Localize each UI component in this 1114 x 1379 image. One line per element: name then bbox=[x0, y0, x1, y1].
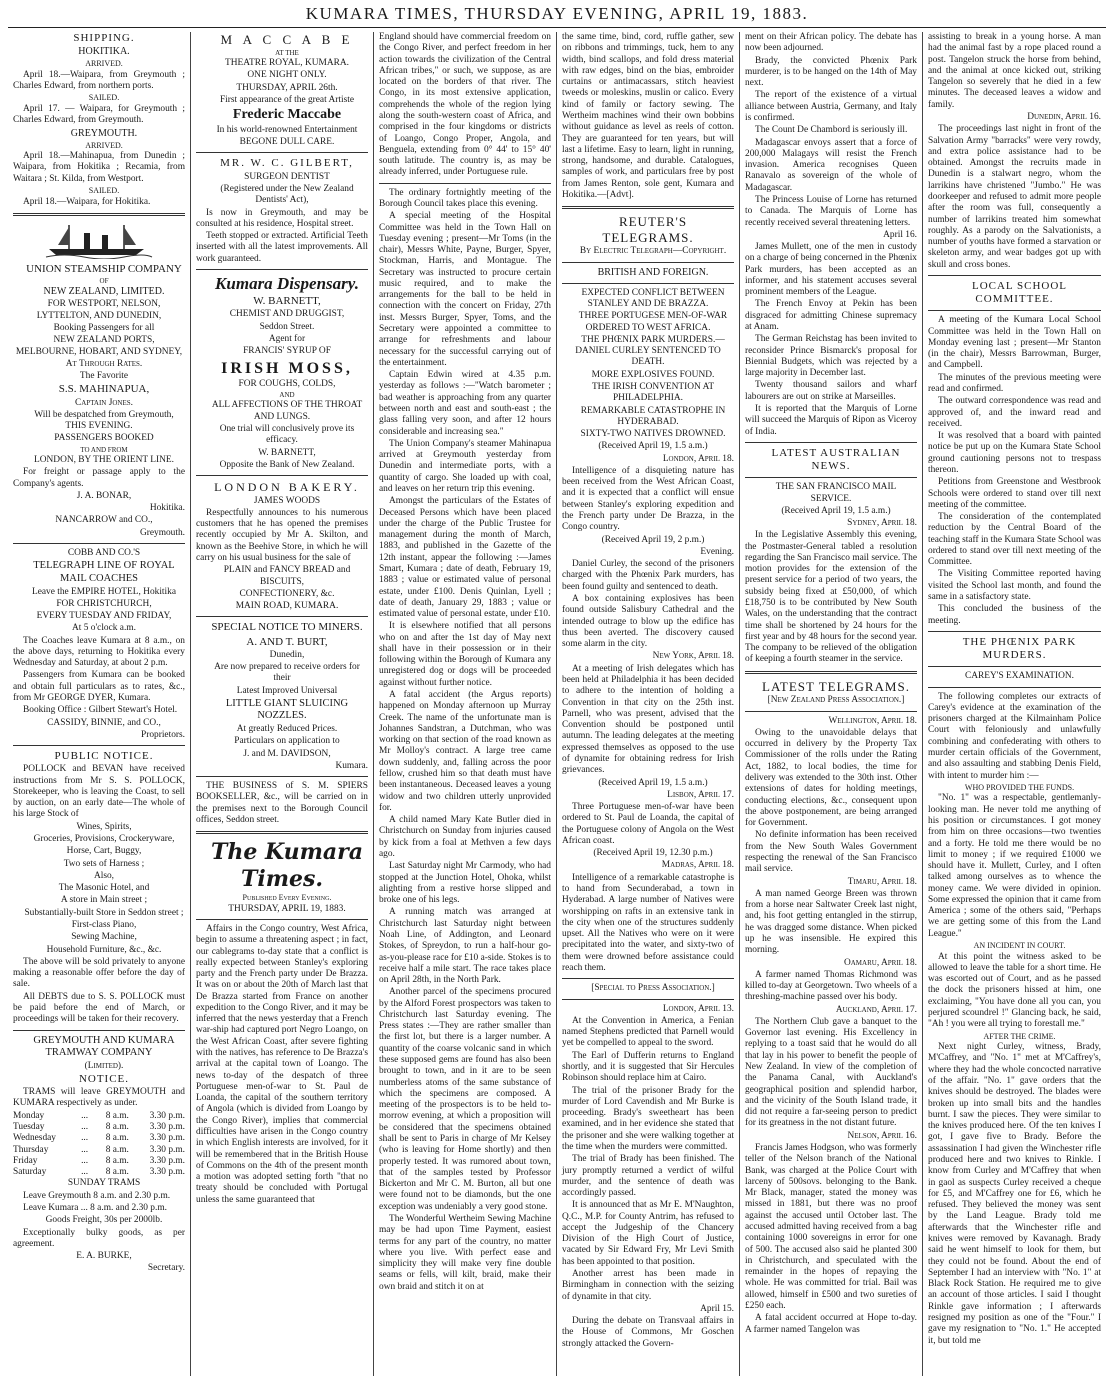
divider bbox=[196, 616, 368, 617]
divider bbox=[196, 475, 368, 476]
dateline: Sydney, April 18. bbox=[847, 518, 917, 529]
hokitika-sailings: April 17. — Waipara, for Greymouth ; Charles Edward, from Greymouth. bbox=[13, 103, 185, 126]
received: (Received April 19, 1.5 a.m.) bbox=[781, 505, 891, 516]
nz-press: [New Zealand Press Association.] bbox=[767, 695, 905, 706]
bakery-text: Respectfully announces to his numerous customers that he has opened the premises recently occupied by Mr A. Skilton, and known as the Beehive Store, in which he will carry on his usual business for the sale of bbox=[196, 507, 368, 563]
usc-routes: FOR WESTPORT, NELSON, LYTTELTON, AND DUNEDIN, bbox=[36, 299, 162, 321]
sunday-greymouth: Leave Greymouth 8 a.m. and 2.30 p.m. bbox=[23, 1190, 171, 1201]
cobb-leave: Leave the EMPIRE HOTEL, Hokitika bbox=[32, 586, 176, 597]
cobb-coaches: The Coaches leave Kumara at 8 a.m., on the above days, returning to Hokitika every Wednesday and Saturday, at about 2 p.m. bbox=[13, 635, 185, 669]
show-date: THURSDAY, APRIL 26th. bbox=[236, 82, 338, 93]
columns bbox=[8, 32, 1106, 1376]
arrived-label-2: ARRIVED. bbox=[85, 140, 123, 150]
greymouth-arrivals: April 18.—Mahinapua, from Dunedin ; Waipara, from Hokitika ; Recamia, from Waitara ; St. Kilda, from Westport. bbox=[13, 151, 185, 184]
divider bbox=[562, 262, 734, 263]
timetable-row bbox=[13, 1145, 185, 1156]
news-item: Last Saturday night Mr Carmody, who had stopped at the Junction Hotel, Ohoka, whilst alighting from a restive horse slipped and broke one of his legs. bbox=[379, 861, 551, 906]
dateline: Evening. bbox=[700, 546, 734, 557]
usc-agent1-town: Hokitika. bbox=[149, 503, 185, 514]
published: Published Every Evening. bbox=[242, 893, 332, 903]
timetable-cell: 8 a.m. bbox=[105, 1167, 129, 1178]
telegram: Intelligence of a disquieting nature has been received from the West African Coast, and it is expected that a conflict will ensue between Stanley's exploring expedition and the French party under De Brazza, in the Congo country. bbox=[562, 465, 734, 533]
usc-agent2: NANCARROW and CO., bbox=[55, 515, 153, 526]
usc-freight: For freight or passage apply to the Company's agents. bbox=[13, 467, 185, 489]
timetable-cell: Saturday bbox=[13, 1167, 47, 1178]
secretary-title: Secretary. bbox=[147, 1263, 185, 1274]
timetable-row bbox=[13, 1122, 185, 1133]
telegram-continued: ment on their African policy. The debate has now been adjourned. bbox=[745, 32, 917, 54]
dentist-name: MR. W. C. GILBERT, bbox=[220, 157, 354, 170]
editorial-text: Affairs in the Congo country, West Africa, begin to assume a threatening aspect ; in fact, our cablegrams to-day state that a conflict is really expected between Stanley's exploring party and the French party under De Brazza. It was on or about the 20th of March last that De Brazza started from France on another expedition to the Congo River, and it may be inferred that the news yesterday that a French war-ship had captured port Negro Loango, on the West African Coast, after severe fighting with the natives, has reference to De Brazza's arrival at the capital town of Loango. The news to-day of the despatch of three Portuguese men-of-war to St. Paul de Loanda, the capital of the southern territory of Angola (which is divided from Loango by the Congo River), implies that commercial difficulties have arisen in the Congo country in which English interests are involved, for it will be remembered that in the British House of Commons on the 4th of the present month a motion was adopted setting forth "that no treaty should be concluded with Portugal unless the same guaranteed that bbox=[196, 923, 368, 1205]
telegram: It is reported that the Marquis of Lorne will succeed the Marquis of Ripon as Viceroy of India. bbox=[745, 404, 917, 437]
divider bbox=[745, 671, 917, 674]
cobb-time: At 5 o'clock a.m. bbox=[72, 623, 136, 634]
cobb-passengers: Passengers from Kumara can be booked and obtain full particulars as to rates, &c., from Mr GEORGE DYER, Kumara. bbox=[13, 670, 185, 704]
usc-title: UNION STEAMSHIP COMPANY bbox=[26, 262, 182, 275]
burt-orders: Are now prepared to receive orders for their bbox=[214, 662, 360, 684]
news-item: Captain Edwin wired at 4.35 p.m. yesterday as follows :—"Watch barometer ; bad weather is approaching from any quarter between north and east and south-east ; the glass falling very soon, and after 12 hours considerable and increasing sea." bbox=[379, 370, 551, 437]
usc-captain: Captain Jones. bbox=[75, 397, 133, 408]
news-item: Another parcel of the specimens procured by the Alford Forest prospectors was taken to Christchurch last Saturday evening. The Press states :—They are rather smaller than the first lot, but there is a larger number. A quantity of the coarse volcanic sand in which these supposed gems are found has also been brought to town, and in it are to be seen numberless atoms of the same substance of which the specimens are composed. A meeting of the prospectors is to be held to-morrow evening, at which a proposition will be considered that the specimens obtained shall be sent to Paris in charge of Mr Kelsey (who is leaving for Home shortly) and then properly tested. It was rumored about town, that of the samples tested by Professor Bickerton and Mr C. M. Burton, all but one were found not to be diamonds, but the one exception was undeniably a very good stone. bbox=[379, 987, 551, 1212]
cobb-title: COBB AND CO.'S bbox=[67, 548, 141, 559]
telegram: James Mullett, one of the men in custody on a charge of being concerned in the Phœnix Park murders, has been accepted as an informer, and his statement accuses several prominent members of the League. bbox=[745, 242, 917, 298]
british-foreign: BRITISH AND FOREIGN. bbox=[597, 266, 709, 278]
usc-of: OF bbox=[99, 277, 109, 285]
timetable-cell: 8 a.m. bbox=[105, 1133, 129, 1144]
timetable-row bbox=[13, 1133, 185, 1144]
usc-agent1: J. A. BONAR, bbox=[76, 490, 132, 501]
column-5 bbox=[740, 32, 923, 1376]
usc-ports: NEW ZEALAND PORTS, MELBOURNE, HOBART, AND SYDNEY, bbox=[15, 335, 183, 357]
pn-intro: POLLOCK and BEVAN have received instructions from Mr S. S. POLLOCK, Storekeeper, who is leaving the Coast, to sell by auction, on an early date—The whole of his large Stock of bbox=[13, 764, 185, 820]
divider bbox=[562, 206, 734, 209]
telegram: A fatal accident occurred at Hope to-day. A farmer named Tangelon was bbox=[745, 1313, 917, 1335]
pn-item: Household Furniture, &c., &c. bbox=[46, 944, 162, 955]
divider bbox=[928, 666, 1101, 667]
pn-item: Groceries, Provisions, Crockeryware, bbox=[33, 834, 175, 845]
pn-item: A store in Main street ; bbox=[60, 895, 148, 906]
particulars: Particulars on application to bbox=[234, 736, 340, 747]
divider bbox=[196, 269, 368, 270]
divider bbox=[13, 213, 185, 216]
telegram: It is announced that as Mr E. M'Naughton, Q.C., M.P. for County Antrim, has refused to accept the Judgeship of the Chancery Division of the High Court of Justice, vacated by Sir Edward Fry, Mr Levi Smith has been appointed to that position. bbox=[562, 1200, 734, 1267]
reuters-sub: By Electric Telegraph—Copyright. bbox=[579, 246, 727, 257]
divider bbox=[196, 919, 368, 920]
dateline: April 15. bbox=[700, 1303, 734, 1314]
telegram: Three Portuguese men-of-war have been ordered to St. Paul de Loanda, the capital of the Portuguese colony of Angola on the West African coast. bbox=[562, 802, 734, 846]
usc-rates: At Through Rates. bbox=[65, 358, 143, 369]
news-item: It is elsewhere notified that all persons who on and after the 1st day of May next shall have in their possession or in their following within the Borough of Kumara any unregistered dog or dogs will be proceeded against without further notice. bbox=[379, 621, 551, 688]
column-4 bbox=[557, 32, 740, 1376]
telegram: The Princess Louise of Lorne has returned to Canada. The Marquis of Lorne has recently received several threatening letters. bbox=[745, 194, 917, 228]
public-notice-title: PUBLIC NOTICE. bbox=[54, 750, 154, 763]
telegram: Intelligence of a remarkable catastrophe is to hand from Secunderabad, a town in Hyderabad. A large number of Natives were worshipping on rafts in an extensive tank in the city when one of the structures suddenly upset. All the Natives who were on it were precipitated into the water, and sixty-two of them were drowned before assistance could reach them. bbox=[562, 872, 734, 973]
carey-title: CAREY'S EXAMINATION. bbox=[965, 671, 1074, 682]
divider bbox=[562, 283, 734, 284]
timetable-cell: 3.30 p.m. bbox=[149, 1155, 185, 1166]
timetable-cell: ... bbox=[81, 1110, 89, 1121]
timetable-cell: 3.30 p.m. bbox=[149, 1133, 185, 1144]
telegram: A man named George Breen was thrown from a horse near Saltwater Creek last night, and, his foot getting entangled in the stirrup, he was dragged some distance. When picked up he was insensible. He expired this morning. bbox=[745, 888, 917, 956]
pn-item: Sewing Machine, bbox=[71, 932, 137, 943]
divider bbox=[928, 631, 1101, 632]
goods-freight: Goods Freight, 30s per 2000lb. bbox=[45, 1215, 163, 1226]
news-item: A fatal accident (the Argus reports) happened on Monday afternoon up Murray Creek. The name of the unfortunate man is Johannes Sandstran, a Dutchman, who was working on that section of the road known as Mr Molloy's contract. A large tree came down suddenly, and, falling across the poor fellow, crushed him so that death must have been instantaneous. Deceased leaves a young widow and two children utterly unprovided for. bbox=[379, 690, 551, 813]
divider bbox=[13, 745, 185, 746]
telegram: Another arrest has been made in Birmingham in connection with the seizing of dynamite in that city. bbox=[562, 1269, 734, 1302]
entertainment: In his world-renowned Entertainment bbox=[216, 124, 358, 135]
news-item: The ordinary fortnightly meeting of the Borough Council takes place this evening. bbox=[379, 187, 551, 209]
timetable-cell: Tuesday bbox=[13, 1122, 45, 1133]
australian-news-title: LATEST AUSTRALIAN NEWS. bbox=[771, 446, 901, 473]
masthead: KUMARA TIMES, THURSDAY EVENING, APRIL 19, 1883. bbox=[305, 4, 809, 23]
subhead: AN INCIDENT IN COURT. bbox=[973, 941, 1066, 951]
news-item: Amongst the particulars of the Estates of Deceased Persons which have been placed under the charge of the Public Trustee for management during the month of March, 1883, and published in the Gazette of the 12th instant, appear the following :—James Smart, Kumara ; date of death, February 19, 1883 ; value or estimated value of personal estate, under £100. Denis Quinlan, Lyell ; date of death, January 29, 1883 ; value or estimated value of personal estate, under £10. bbox=[379, 496, 551, 620]
telegram: The trial of the prisoner Brady for the murder of Lord Cavendish and Mr Burke is proceeding. Brady's sweetheart has been examined, and in her evidence she stated that the prisoner and she were walking together at the time when the murders were committed. bbox=[562, 1085, 734, 1152]
editorial-continued: England should have commercial freedom on the Congo River, and perfect freedom in her action towards the civilization of the Central African tribes," or such, we suppose, as are located on the borders of that river. The Congo, in its most extensive application, comprehends the whole of the region lying along the south-western coast of Africa, and comprised in the four kingdoms or districts of Loango, Congo Proper, Angola, and Benguela, extending from 0° 44' to 15° 40' south latitude. The country is, as may be already inferred, under Portuguese rule. bbox=[379, 32, 551, 178]
report: The Visiting Committee reported having visited the School last month, and found the same in a satisfactory state. bbox=[928, 569, 1101, 603]
headline: EXPECTED CONFLICT BETWEEN STANLEY AND DE BRAZZA. bbox=[581, 287, 725, 309]
shipping-title: SHIPPING. bbox=[73, 32, 135, 44]
subhead: AFTER THE CRIME. bbox=[983, 1031, 1056, 1041]
pn-item: Horse, Cart, Buggy, bbox=[66, 846, 142, 857]
phoenix-title: THE PHŒNIX PARK MURDERS. bbox=[962, 635, 1077, 662]
bakery-owner: JAMES WOODS bbox=[253, 495, 321, 506]
usc-orient: LONDON, BY THE ORIENT LINE. bbox=[34, 455, 174, 466]
chemist: CHEMIST AND DRUGGIST, bbox=[229, 309, 345, 320]
timetable-cell: Friday bbox=[13, 1155, 38, 1166]
usc-booking: Booking Passengers for all bbox=[53, 322, 155, 333]
timetable-row bbox=[13, 1156, 185, 1167]
dateline: Dunedin, April 16. bbox=[1027, 111, 1101, 122]
secretary-name: E. A. BURKE, bbox=[76, 1251, 132, 1262]
news-item: A running match was arranged at Christchurch last Saturday night between Noah Line, of Addington, and Leonard Stokes, of Spreydon, to run a half-hour go-as-you-please race for £10 a-side. Stokes is to receive half a mile start. The race takes place on April 28th, in the North Park. bbox=[379, 907, 551, 986]
column-6 bbox=[923, 32, 1106, 1376]
dateline: London, April 18. bbox=[662, 453, 734, 464]
greymouth-sailings: April 18.—Waipara, for Hokitika. bbox=[23, 196, 151, 207]
dateline: Timaru, April 18. bbox=[847, 876, 917, 887]
arrived-label: ARRIVED. bbox=[85, 59, 123, 69]
report: Next night Curley, witness, Brady, M'Caffrey, and "No. 1" met at M'Caffrey's, where they had the whole concocted narrative of the affair. "No. 1" gave orders that the knives should be destroyed. The blades were broken up into small bits and the handles burnt. I saw the pieces. They were similar to the knives produced here. Of the ten knives I got, I gave five to Brady. Before the assassination I had given the Winchester rifle produced here and two knives to Rinkle. I know from Curley and M'Caffrey that when in gaol as suspects Curley received a cheque for £5, and M'Caffrey one for £6, which he refused. They believed the money was sent by the Land League. Brady told me afterwards that the Winchester rifle and knives were removed by Kavanagh. Brady said he went himself to look for them, but they could not be found. About the end of September I had an interview with "No. 1" at Black Rock Station. He required me to give an account of those articles. I said I thought Rinkle gave information ; I afterwards resigned my position as one of the "Four." I gave my resignation to "No. 1." He accepted it, but told me bbox=[928, 1042, 1101, 1346]
report: A meeting of the Kumara Local School Committee was held in the Town Hall on Monday evening last ; present—Mr Stanton (in the chair), Messrs Barrowman, Burger, and Campbell. bbox=[928, 315, 1101, 371]
school-committee-title: LOCAL SCHOOL COMMITTEE. bbox=[971, 279, 1067, 306]
dentist-teeth: Teeth stopped or extracted. Artificial Teeth inserted with all the latest improvements. All work guaranteed. bbox=[196, 231, 368, 264]
timetable-cell: 8 a.m. bbox=[105, 1110, 129, 1121]
usc-favorite: The Favorite bbox=[79, 371, 129, 382]
received: (Received April 19, 12.30 p.m.) bbox=[593, 848, 713, 859]
dateline: London, April 13. bbox=[662, 1003, 734, 1014]
timetable-cell: 8 a.m. bbox=[105, 1144, 129, 1155]
timetable-cell: ... bbox=[81, 1155, 89, 1166]
syrup: FRANCIS' SYRUP OF bbox=[243, 346, 331, 357]
report: This concluded the business of the meeting. bbox=[928, 604, 1101, 626]
usc-ship: S.S. MAHINAPUA, bbox=[58, 383, 150, 396]
reduced: At greatly Reduced Prices. bbox=[236, 724, 338, 735]
divider bbox=[13, 543, 185, 544]
telegram: During the debate on Transvaal affairs in the House of Commons, Mr Goschen strongly attacked the Govern- bbox=[562, 1316, 734, 1349]
one-trial: One trial will conclusively prove its efficacy. bbox=[219, 424, 355, 446]
column-3 bbox=[374, 32, 557, 1376]
agent-for: Agent for bbox=[268, 334, 306, 345]
telegram: In the Legislative Assembly this evening, the Postmaster-General tabled a resolution regarding the San Francisco mail service. The motion provides for the extension of the present service for a period of two years, the subsidy being fixed at £50,000, of which £18,750 is to be contributed by New South Wales, on the understanding that the contract time shall be shortened by 24 hours for the first year and by 48 hours for the second year. The company to be relieved of the obligation of keeping a fourth steamer in the service. bbox=[745, 530, 917, 665]
telegram: The Northern Club gave a banquet to the Governor last evening. His Excellency in replying to a toast said that he would do all that lay in his power to benefit the people of New Zealand. In view of the completion of the Panama Canal, with Auckland's geographical position and splendid harbor, and the vicinity of the South Island trade, it did not require a far-seeing person to predict for its greatness in the not distant future. bbox=[745, 1016, 917, 1129]
davidson-town: Kumara. bbox=[335, 760, 368, 771]
dateline: April 16. bbox=[883, 229, 917, 240]
bakery-confect: CONFECTIONERY, &c. bbox=[239, 588, 335, 599]
divider bbox=[196, 152, 368, 153]
divider bbox=[196, 776, 368, 777]
sailed-label: SAILED. bbox=[88, 93, 120, 103]
telegram: No definite information has been received from the New South Wales Government respecting the renewal of the San Francisco mail service. bbox=[745, 830, 917, 875]
timetable-cell: ... bbox=[81, 1122, 89, 1133]
timetable-row bbox=[13, 1167, 185, 1178]
one-night: ONE NIGHT ONLY. bbox=[247, 70, 327, 81]
usc-passengers: PASSENGERS BOOKED bbox=[54, 433, 154, 444]
report: The consideration of the contemplated reduction by the Central Board of the teaching staff in the Kumara State School was ordered to stand over till next meeting of the Committee. bbox=[928, 512, 1101, 568]
telegram: Twenty thousand sailors and wharf labourers are out on strike at Marseilles. bbox=[745, 380, 917, 402]
miners-title: SPECIAL NOTICE TO MINERS. bbox=[211, 621, 363, 634]
timetable-cell: 3.30 p.m. bbox=[149, 1122, 185, 1133]
telegram: A box containing explosives has been found outside Salisbury Cathedral and the intended outrage to blow up the edifice has thus been averted. The discovery caused some alarm in the city. bbox=[562, 594, 734, 650]
dateline: New York, April 18. bbox=[652, 651, 734, 662]
cobb-line: TELEGRAPH LINE OF ROYAL MAIL COACHES bbox=[33, 560, 175, 584]
cobb-office: Booking Office : Gilbert Stewart's Hotel. bbox=[23, 705, 178, 716]
pn-item: First-class Piano, bbox=[71, 920, 137, 930]
timetable-cell: 8 a.m. bbox=[105, 1155, 129, 1166]
masthead-rule bbox=[8, 27, 1106, 28]
dateline: Auckland, April 17. bbox=[835, 1004, 917, 1015]
telegram: At a meeting of Irish delegates which has been held at Philadelphia it has been decided to adhere to the intention of holding a Convention in that city on the 25th inst. Parnell, who was present, advised that the Convention should be postponed until autumn. The leading delegates at the meeting expressed themselves as opposed to the use of dynamite for obtaining redress for Irish grievances. bbox=[562, 663, 734, 776]
divider bbox=[13, 1030, 185, 1031]
telegram-continued: assisting to break in a young horse. A man had the animal fast by a rope placed round a post. Tangelon struck the horse from behind, and the animal at once kicked out, striking Tangelon so severely that he died in a few minutes. The deceased leaves a widow and family. bbox=[928, 32, 1101, 110]
timetable-cell: ... bbox=[81, 1144, 89, 1155]
bakery-bread: PLAIN and FANCY BREAD and BISCUITS, bbox=[223, 565, 351, 587]
telegram: The French Envoy at Pekin has been disgraced for admitting Chinese supremacy at Anam. bbox=[745, 299, 917, 333]
telegram: The report of the existence of a virtual alliance between Austria, Germany, and Italy is confirmed. bbox=[745, 90, 917, 123]
received: (Received April 19, 1.5 a.m.) bbox=[598, 441, 708, 452]
dentist-title: SURGEON DENTIST bbox=[244, 171, 330, 182]
steamship-icon bbox=[44, 221, 154, 259]
seddon: Seddon Street. bbox=[259, 321, 315, 332]
report: At this point the witness asked to be allowed to leave the table for a short time. He was escorted out of Court, and as he passed the dock the prisoners hissed at him, one exclaiming, "You have done all you can, you perjured scoundrel !" Glancing back, he said, "Ah ! you were all trying to forestall me." bbox=[928, 951, 1101, 1030]
press-assoc: [Special to Press Association.] bbox=[591, 983, 715, 994]
divider bbox=[745, 442, 917, 443]
coughs: FOR COUGHS, COLDS, bbox=[238, 378, 336, 389]
reuters-title: REUTER'S TELEGRAMS. bbox=[602, 214, 694, 245]
column-1 bbox=[8, 32, 191, 1376]
pn-item: Also, bbox=[93, 870, 115, 881]
barnett-sign: W. BARNETT, bbox=[258, 447, 316, 458]
timetable-cell: 3.30 p.m. bbox=[149, 1144, 185, 1155]
dentist-reg: (Registered under the New Zealand Dentists' Act), bbox=[220, 183, 354, 206]
timetable-cell: Thursday bbox=[13, 1144, 49, 1155]
divider bbox=[928, 310, 1101, 311]
subhead: WHO PROVIDED THE FUNDS. bbox=[964, 782, 1075, 792]
report: It was resolved that a board with painted notice be put up on the Kumara State School ground cautioning persons not to trespass thereon. bbox=[928, 431, 1101, 475]
timetable-cell: 3.30 p.m. bbox=[149, 1167, 185, 1178]
pn-private: The above will be sold privately to anyone making a reasonable offer before the day of sale. bbox=[13, 956, 185, 990]
divider bbox=[379, 183, 551, 184]
headline: MORE EXPLOSIVES FOUND. bbox=[591, 369, 715, 380]
tramway-notice: NOTICE. bbox=[78, 1073, 130, 1085]
mail-service-headline: THE SAN FRANCISCO MAIL SERVICE. bbox=[775, 482, 897, 504]
dispensary-title: Kumara Dispensary. bbox=[215, 273, 359, 293]
burt-town: Dunedin, bbox=[269, 649, 305, 660]
advert-continued: the same time, bind, cord, ruffle gather, sew on ribbons and trimmings, tuck, hem to any width, bind scallops, and fold dress material with raw edges, bind on the bias, embroider curtains or antimacassars, stitch heaviest tweeds or moleskins, muslin or calico. Every kind of family or factory sewing. The Wertheim machines wind their own bobbins without guidance as level as reels of cotton. They are guaranteed for ten years, but will last a lifetime. Easy to learn, light in running, strong, handsome, and durable. Catalogues, samples of work, and particulars free by post from James Renton, sole gent, Kumara and Hokitika.—[Advt]. bbox=[562, 32, 734, 200]
headline: SIXTY-TWO NATIVES DROWNED. bbox=[580, 429, 726, 440]
divider bbox=[745, 711, 917, 712]
artist-name: Frederic Maccabe bbox=[232, 107, 342, 123]
telegram: Daniel Curley, the second of the prisoners charged with the Phœnix Park murders, has been found guilty and sentenced to death. bbox=[562, 559, 734, 592]
report: The following completes our extracts of Carey's evidence at the examination of the prisoners charged at the Kilmainham Police Court with feloniously and unlawfully combining and confederating with others to murder certain officials of the Government, and also assaulting and stabbing Denis Field, with intent to murder him :— bbox=[928, 691, 1101, 781]
headline: THREE PORTUGESE MEN-OF-WAR ORDERED TO WEST AFRICA. bbox=[578, 311, 728, 333]
timetable-cell: ... bbox=[81, 1167, 89, 1178]
bakery-title: LONDON BAKERY. bbox=[214, 480, 360, 495]
received: (Received April 19, 2 p.m.) bbox=[601, 534, 705, 545]
usc-limited: NEW ZEALAND, LIMITED. bbox=[43, 286, 165, 298]
headline: THE IRISH CONVENTION AT PHILADELPHIA. bbox=[591, 381, 715, 404]
tramway-intro: TRAMS will leave GREYMOUTH and KUMARA respectively as under. bbox=[13, 1087, 185, 1109]
bakery-road: MAIN ROAD, KUMARA. bbox=[235, 601, 339, 612]
telegram: At the Convention in America, a Fenian named Stephens predicted that Parnell would yet be compelled to appeal to the sword. bbox=[562, 1015, 734, 1049]
bulky-goods: Exceptionally bulky goods, as per agreement. bbox=[13, 1227, 185, 1249]
pn-item: Wines, Spirits, bbox=[76, 821, 132, 832]
affections: ALL AFFECTIONS OF THE THROAT AND LUNGS. bbox=[211, 400, 363, 422]
greymouth-heading: GREYMOUTH. bbox=[70, 127, 138, 139]
divider bbox=[562, 999, 734, 1000]
first-appearance: First appearance of the great Artiste bbox=[219, 94, 355, 105]
dateline: Lisbon, April 17. bbox=[667, 789, 734, 800]
received: (Received April 19, 1.5 a.m.) bbox=[598, 777, 708, 788]
telegram: The Earl of Dufferin returns to England shortly, and it is suggested that Sir Hercules Robinson should replace him at Cairo. bbox=[562, 1050, 734, 1084]
telegram: The proceedings last night in front of the Salvation Army "barracks" were very rowdy, and extra police assistance had to be obtained. Amongst the recruits made in Dunedin is a stalwart negro, whom the larrikins have christened "Jumbo." He was doorkeeper and refused to admit more people after the room was full, consequently a number of larrikins treated him somewhat roughly. As a parody on the Salvationists, a number of youths have formed a starvation or skeleton army, and wear badges got up with skull and cross bones. bbox=[928, 124, 1101, 270]
column-2 bbox=[191, 32, 374, 1376]
news-item: The Union Company's steamer Mahinapua arrived at Greymouth yesterday from Dunedin and intermediate ports, with a quantity of cargo. She loaded up with coal, and leaves on her return trip this evening. bbox=[379, 438, 551, 494]
usc-agent2-town: Greymouth. bbox=[139, 527, 185, 538]
sunday-trams: SUNDAY TRAMS bbox=[67, 1178, 141, 1189]
telegram: Francis James Hodgson, who was formerly teller of the Nelson branch of the National Bank, was charged at the Police Court with larceny of 500sovs. belonging to the Bank. Mr Black, manager, stated the money was missed in 1881, but there was no proof against the accused until October last. The accused admitted having received from a bag containing 1000 sovereigns in error for one of 500. The accused also said he planted 300 in Christchurch, and speculated with the remainder in the hopes of repaying the whole. He was committed for trial. Bail was allowed, himself in £500 and two sureties of £250 each. bbox=[745, 1143, 917, 1311]
cobb-owners: CASSIDY, BINNIE, and CO., bbox=[47, 717, 161, 728]
timetable-cell: 8 a.m. bbox=[105, 1122, 129, 1133]
hokitika-heading: HOKITIKA. bbox=[78, 46, 130, 58]
tramway-title: GREYMOUTH AND KUMARA TRAMWAY COMPANY bbox=[33, 1034, 175, 1059]
theatre: THEATRE ROYAL, KUMARA. bbox=[225, 57, 349, 68]
report: "No. 1" was a respectable, gentlemanly-looking man. He never told me anything of his position or circumstances. I got money from him on three occasions—two twenties and a forty. He told me there would be no limit to money ; if we required £1000 we should have it. Mullett, Curley, and I often talked among ourselves as to whence the money came. We were divided in opinion. Some expressed the opinion that it came from America ; some of the others said, "Perhaps we are getting some of this from the Land League." bbox=[928, 793, 1101, 939]
timetable-cell: Wednesday bbox=[13, 1133, 56, 1144]
divider bbox=[196, 831, 368, 834]
usc-despatch: Will be despatched from Greymouth, THIS EVENING. bbox=[34, 409, 174, 432]
pn-debts: All DEBTS due to S. S. POLLOCK must be paid before the end of March, or proceedings will be taken for their recovery. bbox=[13, 991, 185, 1025]
irish-moss: IRISH MOSS, bbox=[221, 359, 353, 377]
tram-timetable bbox=[13, 1111, 185, 1179]
telegram: The trial of Brady has been finished. The jury promptly returned a verdict of wilful murder, and the sentence of death was accordingly passed. bbox=[562, 1154, 734, 1199]
telegram: The Count De Chambord is seriously ill. bbox=[755, 125, 908, 136]
cobb-proprietors: Proprietors. bbox=[140, 729, 185, 740]
pn-item: Substantially-built Store in Seddon street ; bbox=[24, 907, 184, 918]
pn-item: Two sets of Harness ; bbox=[63, 858, 145, 869]
begone: BEGONE DULL CARE. bbox=[239, 137, 335, 148]
telegram: Madagascar envoys assert that a force of 200,000 Malagays will resist the French invasion. America recognises Queen Ranavalo as sovereign of the whole of Madagascar. bbox=[745, 137, 917, 193]
pn-item: The Masonic Hotel, and bbox=[58, 883, 150, 894]
cobb-days: EVERY TUESDAY AND FRIDAY, bbox=[36, 611, 172, 622]
and: AND bbox=[279, 391, 295, 400]
sunday-kumara: Leave Kumara ... 8 a.m. and 2.30 p.m. bbox=[23, 1203, 167, 1213]
timetable-row bbox=[13, 1111, 185, 1122]
kumara-times-title: The Kumara Times. bbox=[210, 839, 364, 892]
spiers-notice: THE BUSINESS of S. M. SPIERS BOOKSELLER, &c., will be carried on in the premises next to the Borough Council offices, Seddon street. bbox=[196, 781, 368, 826]
opposite-bank: Opposite the Bank of New Zealand. bbox=[219, 459, 355, 470]
maccabe-at: AT THE bbox=[275, 48, 299, 57]
dentist-consult: Is now in Greymouth, and may be consulted at his residence, Hospital street. bbox=[196, 207, 368, 229]
dateline: Oamaru, April 18. bbox=[843, 957, 917, 968]
sailed-label-2: SAILED. bbox=[88, 185, 120, 195]
telegram: Brady, the convicted Phœnix Park murderer, is to be hanged on the 14th of May next. bbox=[745, 55, 917, 89]
editorial-date: THURSDAY, APRIL 19, 1883. bbox=[228, 903, 346, 914]
telegram: The German Reichstag has been invited to reconsider Prince Bismarck's proposal for Biennial Budgets, which was rejected by a large majority in December last. bbox=[745, 334, 917, 379]
usc-tofrom: TO AND FROM bbox=[80, 445, 128, 454]
burt-latest: Latest Improved Universal bbox=[236, 685, 338, 696]
dateline: Nelson, April 16. bbox=[847, 1130, 917, 1141]
telegram: Owing to the unavoidable delays that occurred in delivery by the Property Tax Commissioner of the rolls under the Rating Act, 1882, to local bodies, the time for delivery was extended to the 30th inst. Other extensions of dates for holding meetings, conducting elections, &c., consequent upon the above postponement, are being arranged for Government. bbox=[745, 727, 917, 829]
divider bbox=[562, 978, 734, 979]
report: The outward correspondence was read and approved of, and the inward read and received. bbox=[928, 396, 1101, 429]
divider bbox=[928, 275, 1101, 276]
report: The minutes of the previous meeting were read and confirmed. bbox=[928, 372, 1101, 394]
maccabe-title: M A C C A B E bbox=[220, 32, 354, 47]
divider bbox=[745, 477, 917, 478]
cobb-for: FOR CHRISTCHURCH, bbox=[56, 598, 152, 609]
news-item: A child named Mary Kate Butler died in Christchurch on Sunday from injuries caused by kick from a foal at Methven a few days ago. bbox=[379, 815, 551, 859]
timetable-cell: 3.30 p.m. bbox=[149, 1110, 185, 1121]
barnett-name: W. BARNETT, bbox=[253, 295, 321, 308]
latest-telegrams-title: LATEST TELEGRAMS. bbox=[762, 678, 910, 694]
nozzles: LITTLE GIANT SLUICING NOZZLES. bbox=[225, 697, 349, 722]
davidson: J. and M. DAVIDSON, bbox=[243, 748, 331, 759]
telegram: A farmer named Thomas Richmond was killed to-day at Georgetown. Two wheels of a threshing-machine passed over his body. bbox=[745, 969, 917, 1003]
timetable-cell: Monday bbox=[13, 1110, 45, 1121]
divider bbox=[928, 687, 1101, 688]
dateline: Madras, April 18. bbox=[661, 860, 734, 871]
report: Petitions from Greenstone and Westbrook Schools were ordered to stand over till next meeting of the committee. bbox=[928, 477, 1101, 510]
dateline: Wellington, April 18. bbox=[828, 715, 917, 726]
burt-name: A. AND T. BURT, bbox=[246, 635, 328, 648]
headline: THE PHŒNIX PARK MURDERS.—DANIEL CURLEY SENTENCED TO DEATH. bbox=[575, 334, 725, 368]
timetable-cell: ... bbox=[81, 1133, 89, 1144]
hokitika-arrivals: April 18.—Waipara, from Greymouth ; Charles Edward, from northern ports. bbox=[13, 69, 185, 92]
news-item: A special meeting of the Hospital Committee was held in the Town Hall on Tuesday evening ; present—Mr Toms (in the chair), Messrs White, Payne, Burger, Spyer, Stockman, Harris, and Montague. The Secretary was instructed to procure certain music required, and to make the arrangements for the ball to be held in connection with the concert on Friday, 27th inst. Messrs Burger, Spyer, Toms, and the Secretary were appointed a committee to arrange for refreshments and labour necessary for the successful carrying out of the entertainment. bbox=[379, 211, 551, 368]
news-item: The Wonderful Wertheim Sewing Machine may be had upon Time Payment, easiest terms for any part of the country, no matter where you live. With perfect ease and simplicity they will make very fine double seams or fells, will kilt, braid, make their own braid and stitch it on at bbox=[379, 1213, 551, 1292]
tramway-limited: (Limited). bbox=[84, 1060, 124, 1071]
headline: REMARKABLE CATASTROPHE IN HYDERABAD. bbox=[580, 405, 726, 427]
